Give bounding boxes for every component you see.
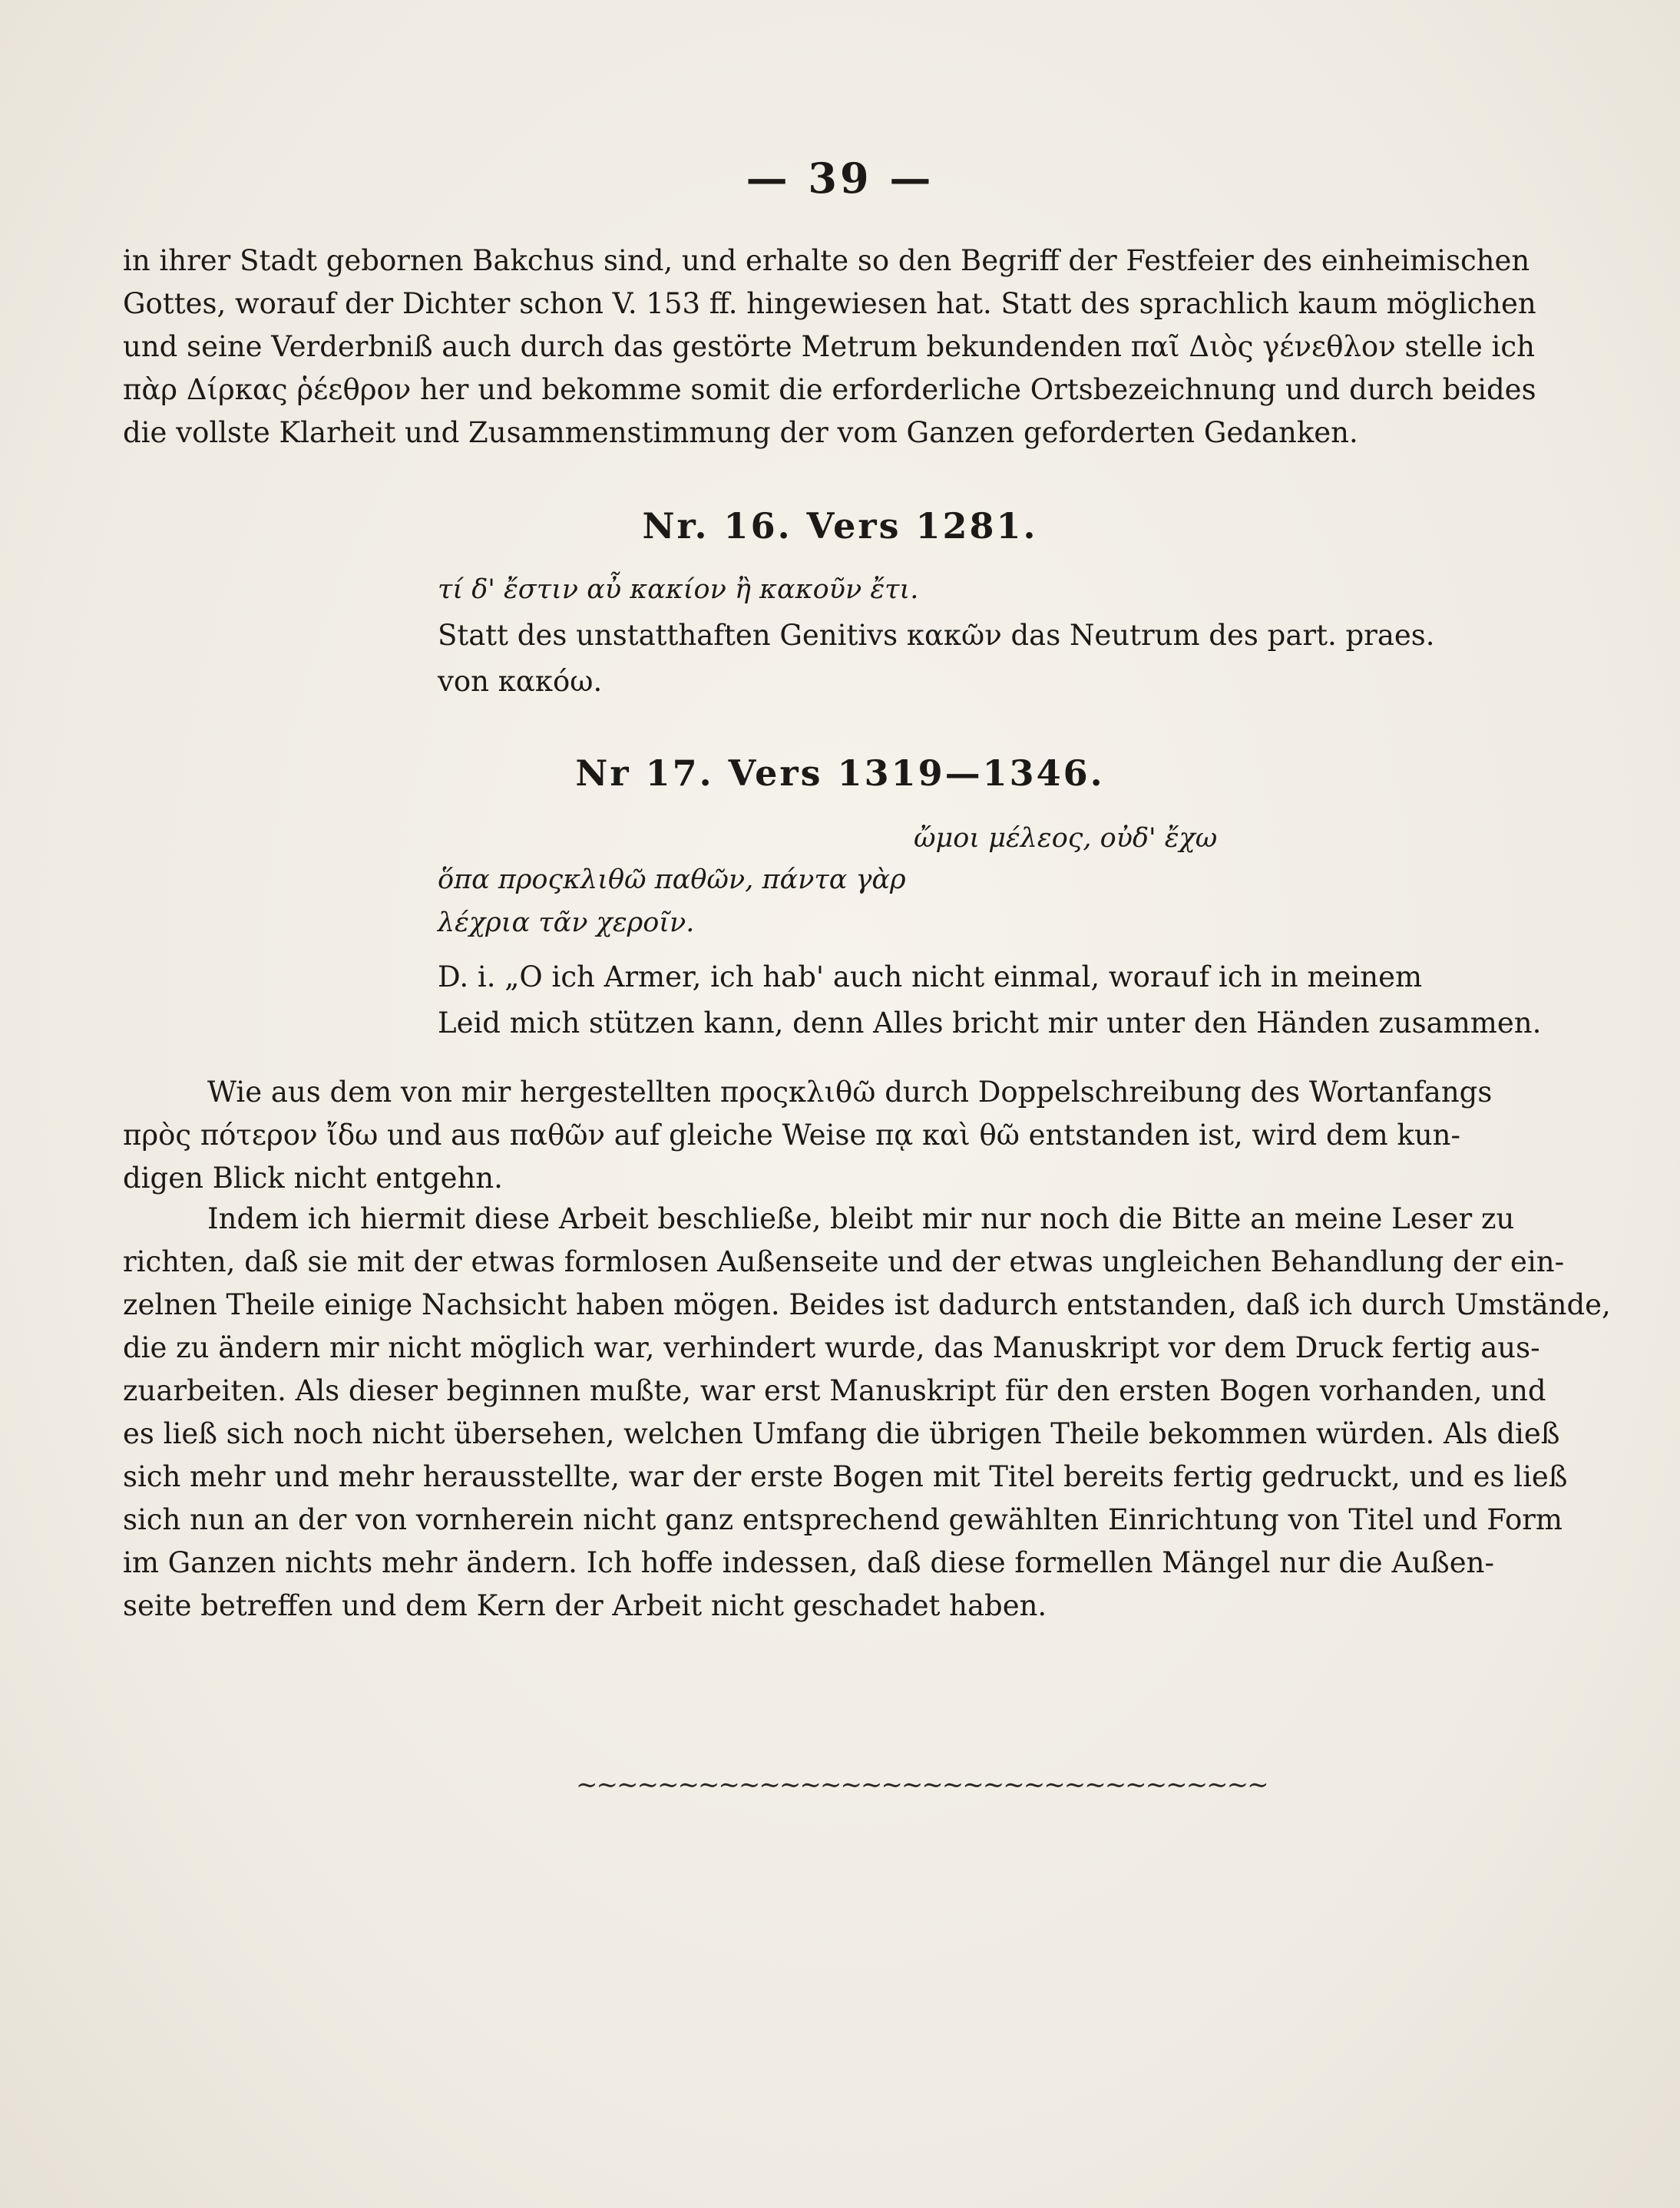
text-line: πὰρ Δίρκας ῥέεθρον her und bekomme somit die erforderliche Ortsbezeichnung und durch beides (123, 373, 1536, 406)
text-line: sich nun an der von vornherein nicht ganz entsprechend gewählten Einrichtung von Titel und Form (123, 1503, 1563, 1536)
text-line: Gottes, worauf der Dichter schon V. 153 ff. hingewiesen hat. Statt des sprachlich kaum möglichen (123, 287, 1536, 320)
section-16-heading: Nr. 16. Vers 1281. (642, 505, 1038, 547)
text-line: die zu ändern mir nicht möglich war, verhindert wurde, das Manuskript vor dem Druck fertig aus- (123, 1331, 1540, 1364)
text-line: zelnen Theile einige Nachsicht haben mögen. Beides ist dadurch entstanden, daß ich durch Umstände, (123, 1288, 1611, 1321)
text-line: und seine Verderbniß auch durch das gestörte Metrum bekundenden παῖ Διὸς γένεθλον stelle ich (123, 330, 1535, 363)
paragraph-1 (123, 240, 1536, 454)
greek-verse: ὤμοι μέλεος, οὐδ' ἔχω (914, 823, 1218, 854)
text-line: Statt des unstatthaften Genitivs κακῶν das Neutrum des part. praes. (438, 619, 1435, 652)
section-16-note-cont (438, 660, 1680, 703)
text-line: Leid mich stützen kann, denn Alles bricht mir unter den Händen zusammen. (438, 1006, 1542, 1040)
section-17-heading: Nr 17. Vers 1319—1346. (575, 752, 1105, 794)
text-line: es ließ sich noch nicht übersehen, welchen Umfang die übrigen Theile bekommen würden. Als dieß (123, 1417, 1560, 1450)
paragraph-3 (123, 1198, 1611, 1628)
paragraph-2 (123, 1071, 1493, 1200)
text-line: D. i. „O ich Armer, ich hab' auch nicht einmal, worauf ich in meinem (438, 960, 1423, 993)
text-line: sich mehr und mehr herausstellte, war der erste Bogen mit Titel bereits fertig gedruckt, und es ließ (123, 1460, 1568, 1493)
translation-cont (438, 1002, 1542, 1045)
greek-verse: ὅπα προςκλιθῶ παθῶν, πάντα γὰρ (438, 864, 906, 895)
greek-verse: τί δ' ἔστιν αὖ κακίον ἢ κακοῦν ἔτι. (438, 574, 919, 605)
greek-verse: λέχρια τᾶν χεροῖν. (438, 907, 695, 938)
text-line: zuarbeiten. Als dieser beginnen mußte, war erst Manuskript für den ersten Bogen vorhanden, und (123, 1374, 1546, 1407)
text-line: Wie aus dem von mir hergestellten προςκλιθῶ durch Doppelschreibung des Wortanfangs (207, 1076, 1493, 1109)
text-line: die vollste Klarheit und Zusammenstimmung der vom Ganzen geforderten Gedanken. (123, 416, 1358, 449)
section-16-note (438, 614, 1435, 657)
text-line: richten, daß sie mit der etwas formlosen Außenseite und der etwas ungleichen Behandlung der ein- (123, 1245, 1565, 1278)
text-line: digen Blick nicht entgehn. (123, 1162, 503, 1195)
translation (438, 956, 1423, 999)
page-number: — 39 — (746, 154, 934, 203)
text-line: im Ganzen nichts mehr ändern. Ich hoffe indessen, daß diese formellen Mängel nur die Außen- (123, 1546, 1494, 1579)
closing-ornament: ∼∼∼∼∼∼∼∼∼∼∼∼∼∼∼∼∼∼∼∼∼∼∼∼∼∼∼∼∼∼∼∼∼∼ (576, 1770, 1268, 1800)
text-line: in ihrer Stadt gebornen Bakchus sind, und erhalte so den Begriff der Festfeier des einheimischen (123, 244, 1530, 277)
text-line: Indem ich hiermit diese Arbeit beschließe, bleibt mir nur noch die Bitte an meine Leser zu (207, 1202, 1515, 1235)
text-line: von κακόω. (438, 665, 603, 698)
text-line: seite betreffen und dem Kern der Arbeit nicht geschadet haben. (123, 1589, 1047, 1622)
text-line: πρὸς πότερον ἴδω und aus παθῶν auf gleiche Weise πᾳ καὶ θῶ entstanden ist, wird dem kun- (123, 1119, 1461, 1152)
